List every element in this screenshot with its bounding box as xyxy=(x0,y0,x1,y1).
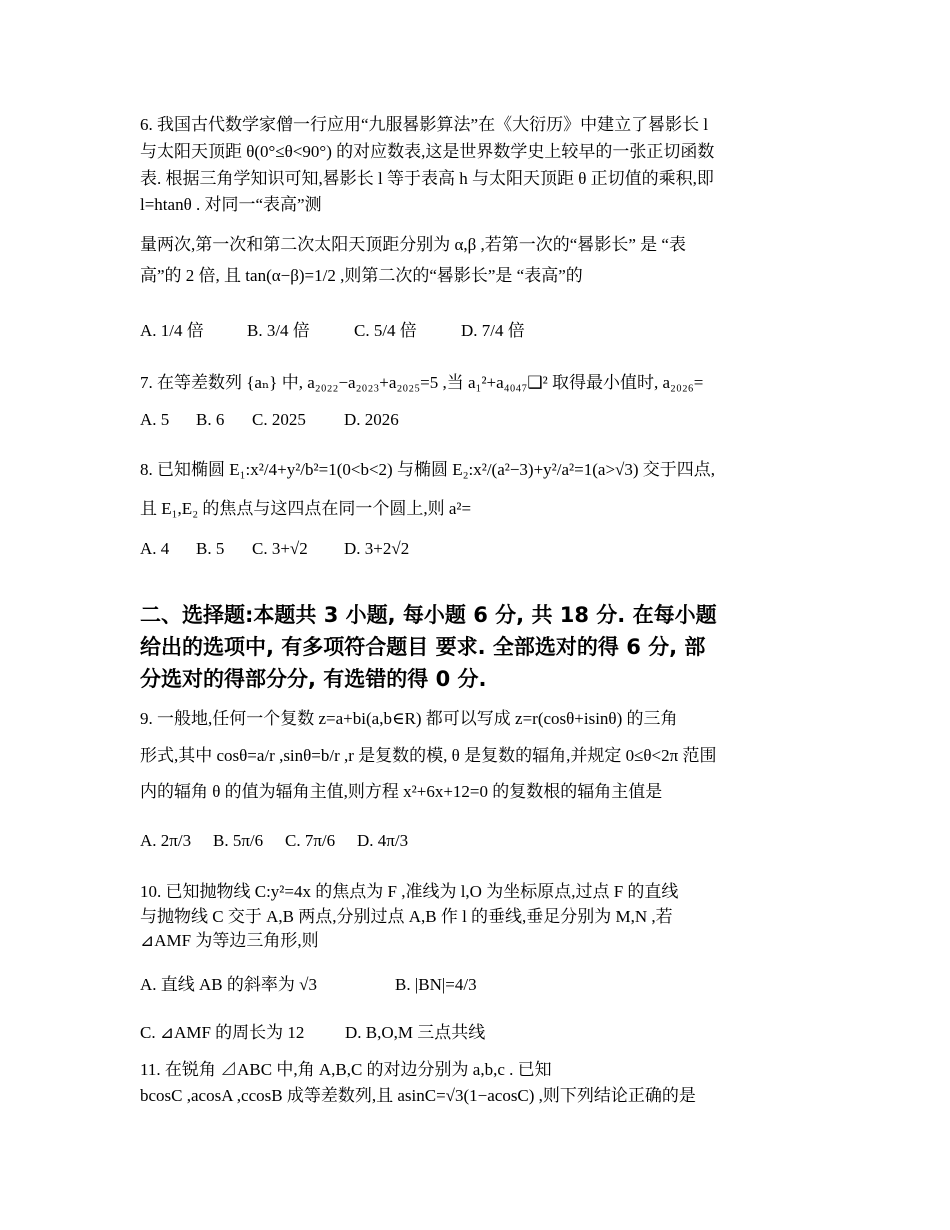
section-2-heading-line-2: 给出的选项中, 有多项符合题目 要求. 全部选对的得 6 分, 部 xyxy=(140,635,706,659)
q6-line-2: 与太阳天顶距 θ(0°≤θ<90°) 的对应数表,这是世界数学史上较早的一张正切函数 xyxy=(140,142,715,161)
q7-option-c: C. 2025 xyxy=(252,410,306,429)
q8-options xyxy=(140,536,409,562)
q11-line-1: 11. 在锐角 ⊿ABC 中,角 A,B,C 的对边分别为 a,b,c . 已知 xyxy=(140,1060,552,1079)
q8-option-d: D. 3+2√2 xyxy=(344,539,410,558)
q8-option-a: A. 4 xyxy=(140,539,170,558)
q9-line-1: 9. 一般地,任何一个复数 z=a+bi(a,b∈R) 都可以写成 z=r(cosθ+isinθ) 的三角 xyxy=(140,709,678,728)
section-2-heading-line-3: 分选对的得部分分, 有选错的得 0 分. xyxy=(140,667,487,691)
q10-option-c: C. ⊿AMF 的周长为 12 xyxy=(140,1023,305,1042)
q6-options xyxy=(140,318,525,344)
section-2-heading-line-1: 二、选择题:本题共 3 小题, 每小题 6 分, 共 18 分. 在每小题 xyxy=(140,603,717,627)
q6-line-5: 量两次,第一次和第二次太阳天顶距分别为 α,β ,若第一次的“晷影长” 是 “表 xyxy=(140,235,686,254)
q7-option-a: A. 5 xyxy=(140,410,170,429)
q7-stem: 7. 在等差数列 {aₙ} 中, a₂₀₂₂−a₂₀₂₃+a₂₀₂₅=5 ,当 a₁²+a₄₀₄₇❑² 取得最小值时, a₂₀₂₆= xyxy=(140,373,704,392)
q6-line-4: l=htanθ . 对同一“表高”测 xyxy=(140,195,322,214)
q7-option-b: B. 6 xyxy=(196,410,225,429)
q9-line-2: 形式,其中 cosθ=a/r ,sinθ=b/r ,r 是复数的模, θ 是复数的辐角,并规定 0≤θ<2π 范围 xyxy=(140,746,717,765)
q9-option-b: B. 5π/6 xyxy=(213,831,264,850)
q6-line-3: 表. 根据三角学知识可知,晷影长 l 等于表高 h 与太阳天顶距 θ 正切值的乘积,即 xyxy=(140,169,714,188)
q10-options-row-2 xyxy=(140,1020,485,1046)
q9-line-3: 内的辐角 θ 的值为辐角主值,则方程 x²+6x+12=0 的复数根的辐角主值是 xyxy=(140,782,663,801)
q6-line-1: 6. 我国古代数学家僧一行应用“九服晷影算法”在《大衍历》中建立了晷影长 l xyxy=(140,115,709,134)
q10-option-b: B. |BN|=4/3 xyxy=(395,975,477,994)
q9-option-a: A. 2π/3 xyxy=(140,831,192,850)
q9-option-d: D. 4π/3 xyxy=(357,831,409,850)
q10-line-3: ⊿AMF 为等边三角形,则 xyxy=(140,931,319,950)
q9-options xyxy=(140,828,408,854)
q6-option-a: A. 1/4 倍 xyxy=(140,321,204,340)
q6-option-d: D. 7/4 倍 xyxy=(461,321,525,340)
q6-option-c: C. 5/4 倍 xyxy=(354,321,417,340)
q10-options-row-1 xyxy=(140,972,477,998)
q10-option-a: A. 直线 AB 的斜率为 √3 xyxy=(140,975,317,994)
q10-line-2: 与抛物线 C 交于 A,B 两点,分别过点 A,B 作 l 的垂线,垂足分别为 M,N ,若 xyxy=(140,907,673,926)
q6-option-b: B. 3/4 倍 xyxy=(247,321,310,340)
q8-line-1: 8. 已知椭圆 E₁:x²/4+y²/b²=1(0<b<2) 与椭圆 E₂:x²/(a²−3)+y²/a²=1(a>√3) 交于四点, xyxy=(140,460,716,479)
q8-line-2: 且 E₁,E₂ 的焦点与这四点在同一个圆上,则 a²= xyxy=(140,499,472,518)
q8-option-c: C. 3+√2 xyxy=(252,539,308,558)
q9-option-c: C. 7π/6 xyxy=(285,831,336,850)
q11-line-2: bcosC ,acosA ,ccosB 成等差数列,且 asinC=√3(1−acosC) ,则下列结论正确的是 xyxy=(140,1086,696,1105)
q7-option-d: D. 2026 xyxy=(344,410,399,429)
q8-option-b: B. 5 xyxy=(196,539,225,558)
q7-options xyxy=(140,407,399,433)
q10-line-1: 10. 已知抛物线 C:y²=4x 的焦点为 F ,准线为 l,O 为坐标原点,过点 F 的直线 xyxy=(140,882,679,901)
q6-line-6: 高”的 2 倍, 且 tan(α−β)=1/2 ,则第二次的“晷影长”是 “表高”的 xyxy=(140,266,583,285)
q10-option-d: D. B,O,M 三点共线 xyxy=(345,1023,486,1042)
